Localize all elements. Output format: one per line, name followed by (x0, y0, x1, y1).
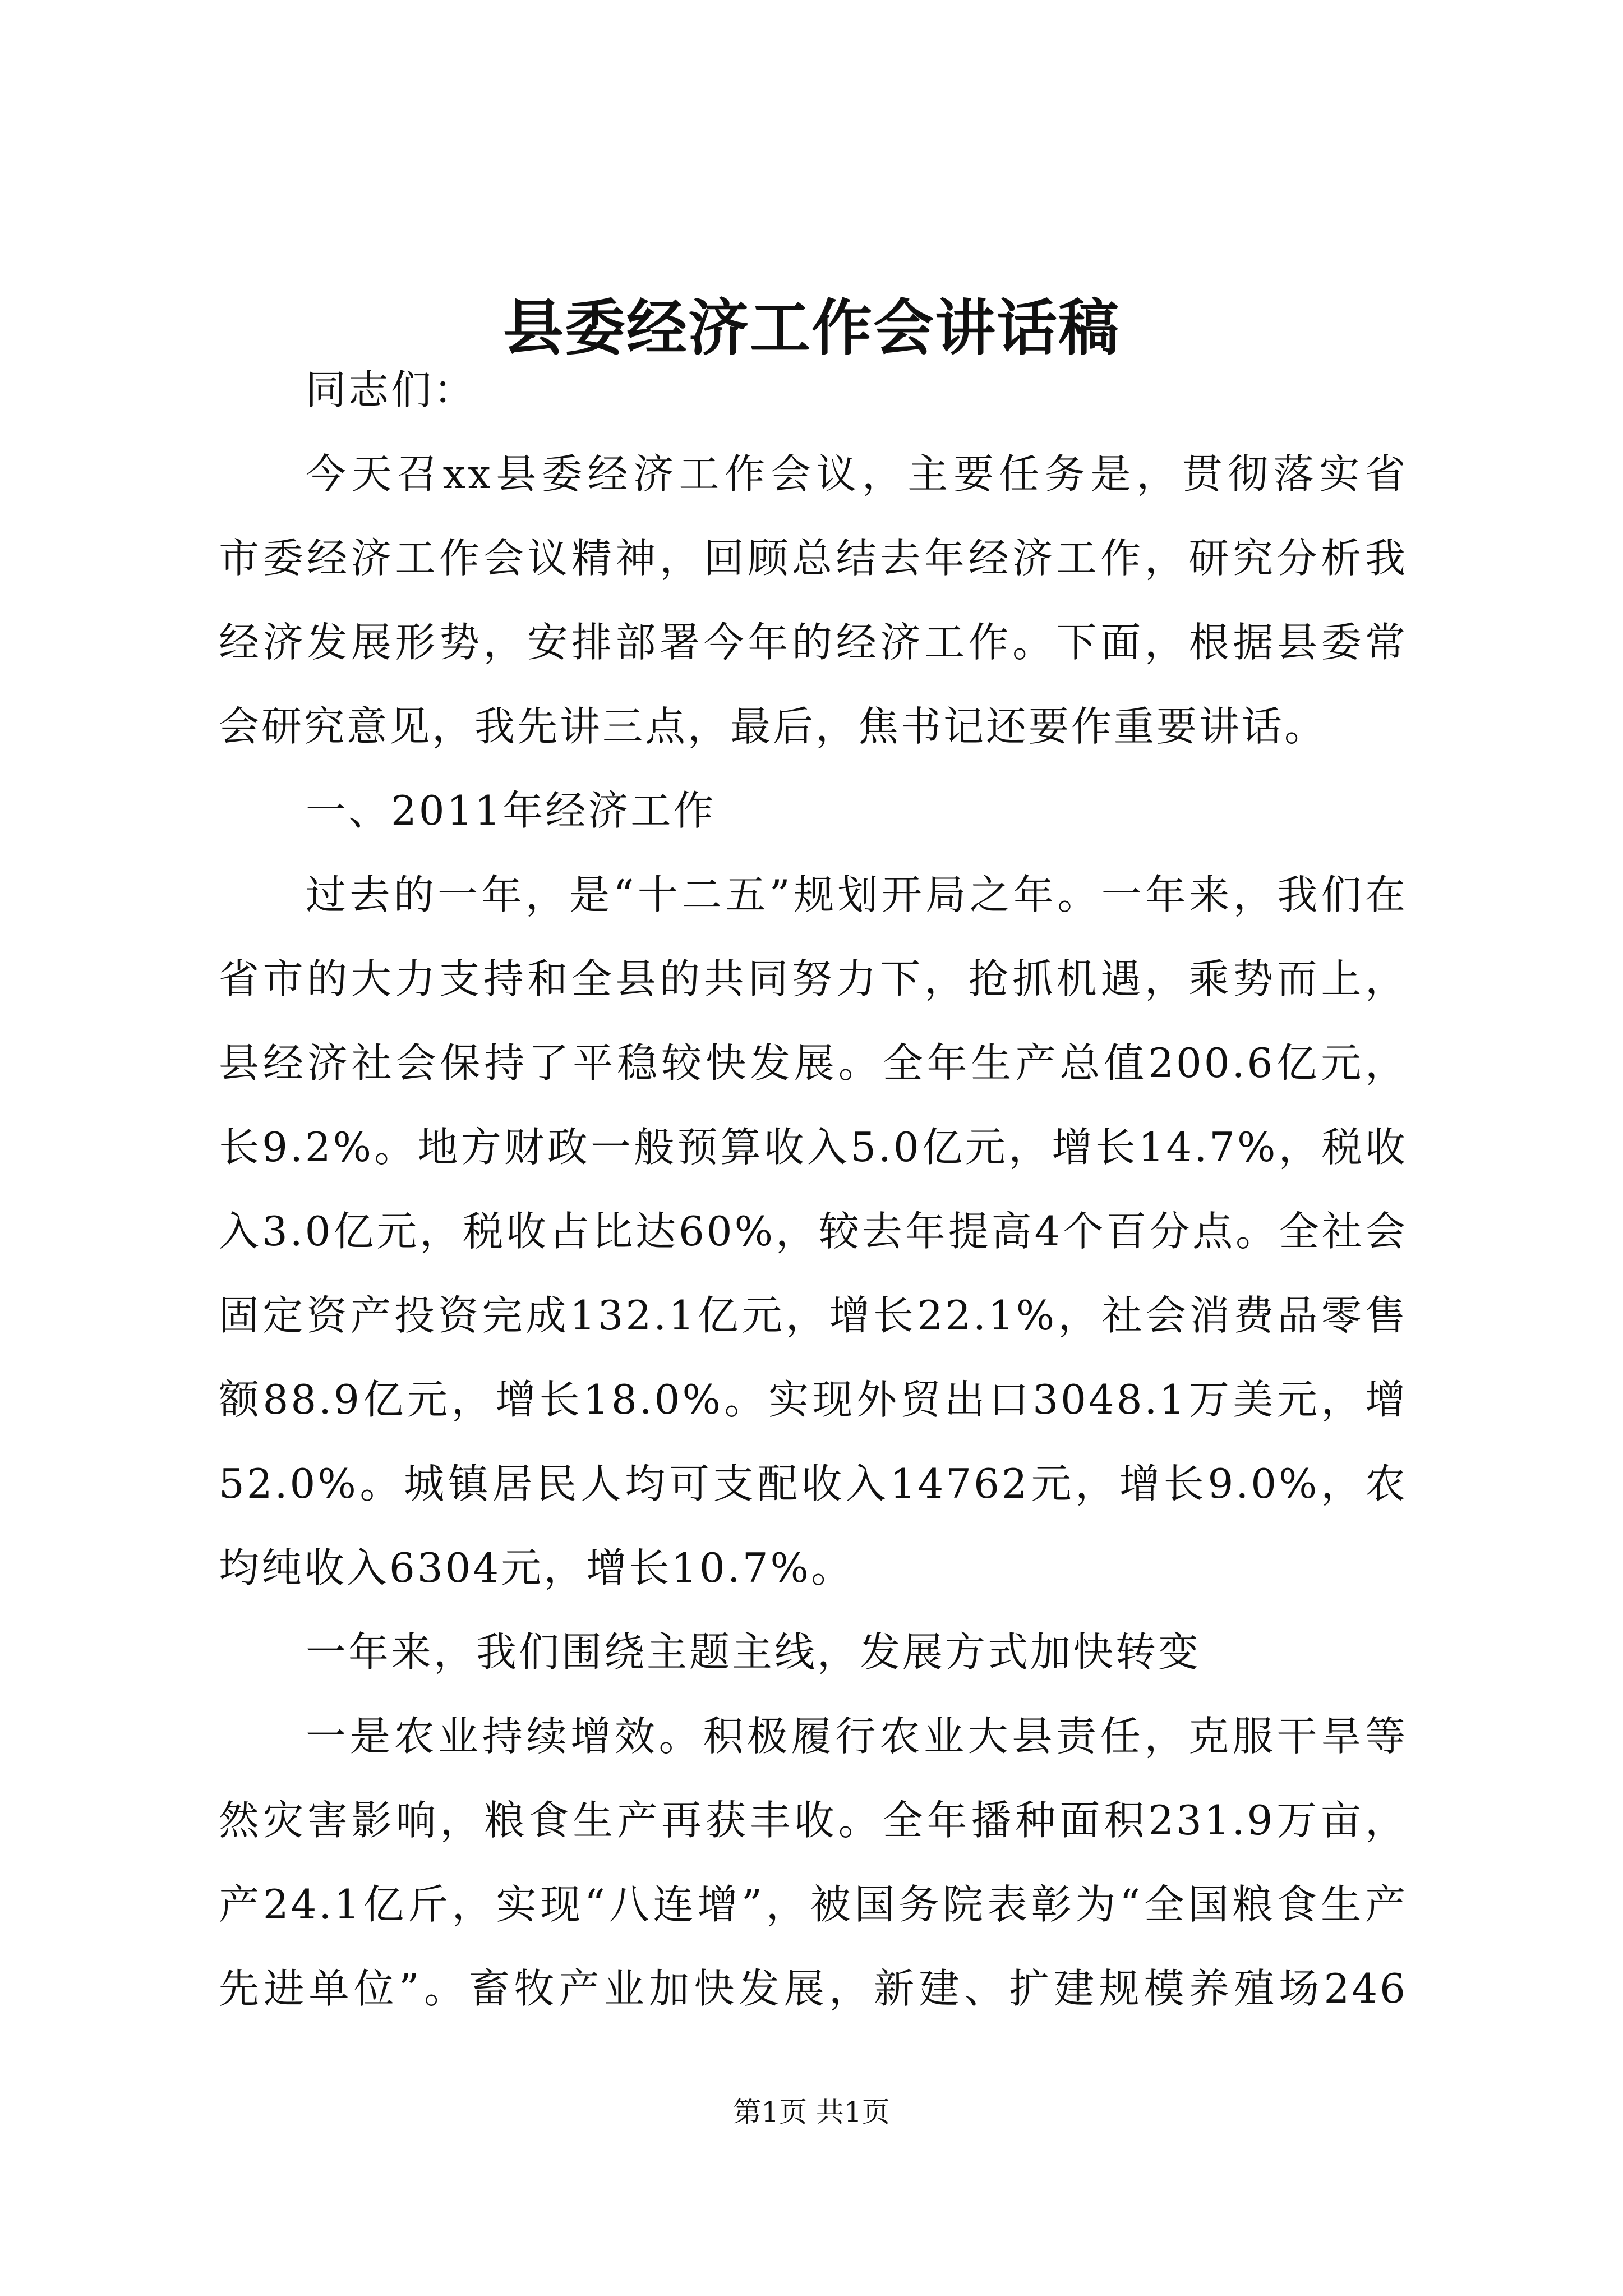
paragraph-line: 县经济社会保持了平稳较快发展。全年生产总值200.6亿元， (219, 1039, 1408, 1087)
paragraph-line: 然灾害影响，粮食生产再获丰收。全年播种面积231.9万亩， (219, 1797, 1408, 1844)
salutation-line: 同志们： (306, 366, 477, 413)
paragraph-line: 市委经济工作会议精神，回顾总结去年经济工作，研究分析我 (219, 535, 1408, 582)
paragraph-line: 入3.0亿元，税收占比达60%，较去年提高4个百分点。全社会 (219, 1208, 1408, 1255)
paragraph-line: 省市的大力支持和全县的共同努力下，抢抓机遇，乘势而上， (219, 955, 1408, 1002)
section-heading: 一、2011年经济工作 (306, 787, 716, 834)
page-footer: 第1页 共1页 (733, 2096, 890, 2128)
paragraph-line: 额88.9亿元，增长18.0%。实现外贸出口3048.1万美元，增 (219, 1376, 1408, 1423)
paragraph-line: 52.0%。城镇居民人均可支配收入14762元，增长9.0%，农 (219, 1460, 1408, 1507)
paragraph-line: 固定资产投资完成132.1亿元，增长22.1%，社会消费品零售 (219, 1292, 1408, 1339)
paragraph-line: 均纯收入6304元，增长10.7%。 (219, 1544, 854, 1591)
document-body (219, 348, 1408, 2031)
paragraph-line: 一年来，我们围绕主题主线，发展方式加快转变 (306, 1628, 1201, 1676)
document-title: 县委经济工作会讲话稿 (502, 293, 1120, 364)
paragraph-line: 经济发展形势，安排部署今年的经济工作。下面，根据县委常 (219, 619, 1408, 666)
paragraph-line: 今天召xx县委经济工作会议，主要任务是，贯彻落实省 (306, 450, 1408, 498)
paragraph-line: 先进单位”。畜牧产业加快发展，新建、扩建规模养殖场246 (219, 1965, 1408, 2012)
paragraph-line: 长9.2%。地方财政一般预算收入5.0亿元，增长14.7%，税收 (219, 1124, 1408, 1171)
paragraph-line: 会研究意见，我先讲三点，最后，焦书记还要作重要讲话。 (219, 703, 1327, 750)
paragraph-line: 一是农业持续增效。积极履行农业大县责任，克服干旱等 (306, 1713, 1408, 1760)
paragraph-line: 过去的一年，是“十二五”规划开局之年。一年来，我们在 (306, 871, 1408, 918)
paragraph-line: 产24.1亿斤，实现“八连增”，被国务院表彰为“全国粮食生产 (219, 1881, 1408, 1928)
